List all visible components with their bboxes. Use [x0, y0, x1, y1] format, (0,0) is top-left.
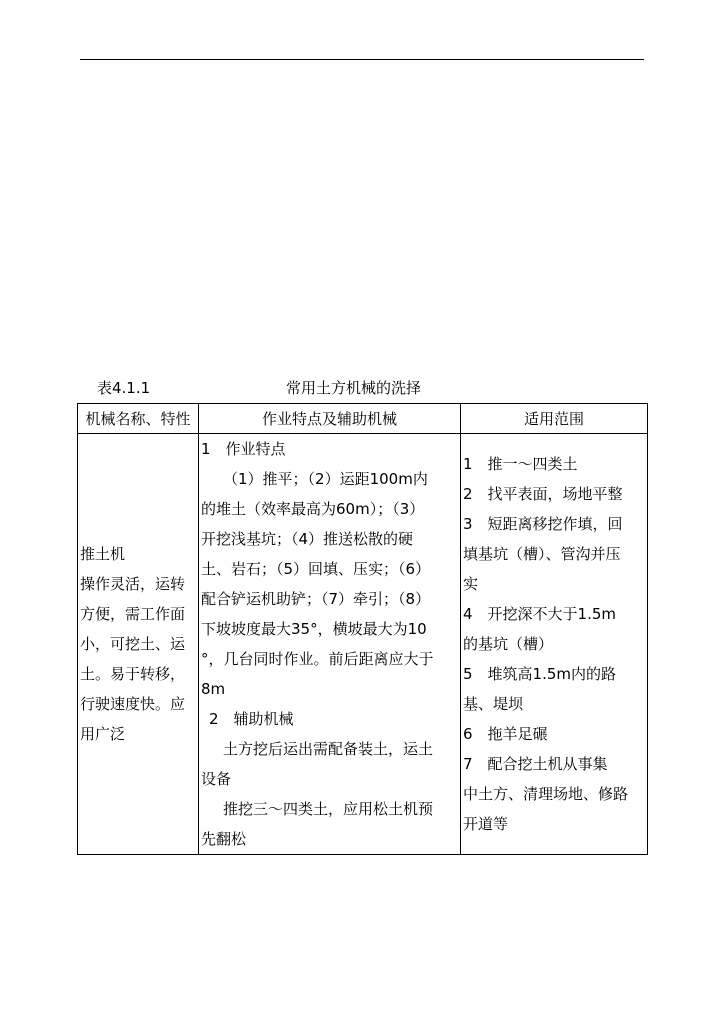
feature-line: 开挖浅基坑；（4）推送松散的硬	[201, 530, 414, 548]
machinery-table	[77, 403, 648, 855]
scope-line: 5 堆筑高1.5m内的路	[463, 665, 617, 683]
feature-line: 土、岩石；（5）回填、压实；（6）	[201, 560, 431, 578]
header-machine-name: 机械名称、特性	[78, 404, 199, 434]
scope-line: 基、堤坝	[463, 695, 524, 713]
header-rule	[80, 59, 644, 60]
machine-line: 土。易于转移，	[80, 665, 186, 683]
scope-cell	[461, 434, 648, 855]
table-header-row	[78, 404, 648, 434]
feature-line: 推挖三～四类土，应用松土机预	[223, 800, 434, 818]
feature-line: 8m	[201, 680, 226, 698]
header-scope: 适用范围	[461, 404, 648, 434]
feature-line: 土方挖后运出需配备装土，运土	[223, 740, 434, 758]
header-work-features: 作业特点及辅助机械	[199, 404, 461, 434]
feature-line: （1）推平；（2）运距100m内	[223, 470, 428, 488]
feature-line: 先翻松	[201, 830, 247, 848]
machine-line: 用广泛	[80, 725, 126, 743]
feature-line: 2 辅助机械	[209, 710, 294, 728]
feature-line: °，几台同时作业。前后距离应大于	[201, 650, 434, 668]
table-title: 常用土方机械的洗择	[286, 379, 422, 397]
features-cell	[199, 434, 461, 855]
scope-line: 中土方、清理场地、修路	[463, 785, 629, 803]
scope-line: 4 开挖深不大于1.5m	[463, 605, 617, 623]
scope-line: 7 配合挖土机从事集	[463, 755, 608, 773]
feature-line: 1 作业特点	[201, 440, 286, 458]
scope-line: 2 找平表面，场地平整	[463, 485, 623, 503]
scope-line: 填基坑（槽）、管沟并压	[463, 545, 621, 563]
machine-line: 操作灵活，运转	[80, 575, 186, 593]
scope-line: 实	[463, 575, 479, 593]
table-number: 表4.1.1	[97, 379, 151, 397]
machine-line: 推土机	[80, 545, 126, 563]
scope-line: 开道等	[463, 815, 509, 833]
scope-line: 3 短距离移挖作填，回	[463, 515, 623, 533]
feature-line: 设备	[201, 770, 232, 788]
machine-line: 小，可挖土、运	[80, 635, 186, 653]
machine-line: 行驶速度快。应	[80, 695, 186, 713]
scope-line: 1 推一～四类土	[463, 455, 578, 473]
table-row	[78, 434, 648, 855]
feature-line: 配合铲运机助铲；（7）牵引；（8）	[201, 590, 431, 608]
machine-line: 方便，需工作面	[80, 605, 186, 623]
scope-line: 的基坑（槽）	[463, 635, 554, 653]
feature-line: 下坡坡度最大35°，横坡最大为10	[201, 620, 427, 638]
feature-line: 的堆土（效率最高为60m）；（3）	[201, 500, 425, 518]
machine-cell	[78, 434, 199, 855]
scope-line: 6 拖羊足碾	[463, 725, 548, 743]
